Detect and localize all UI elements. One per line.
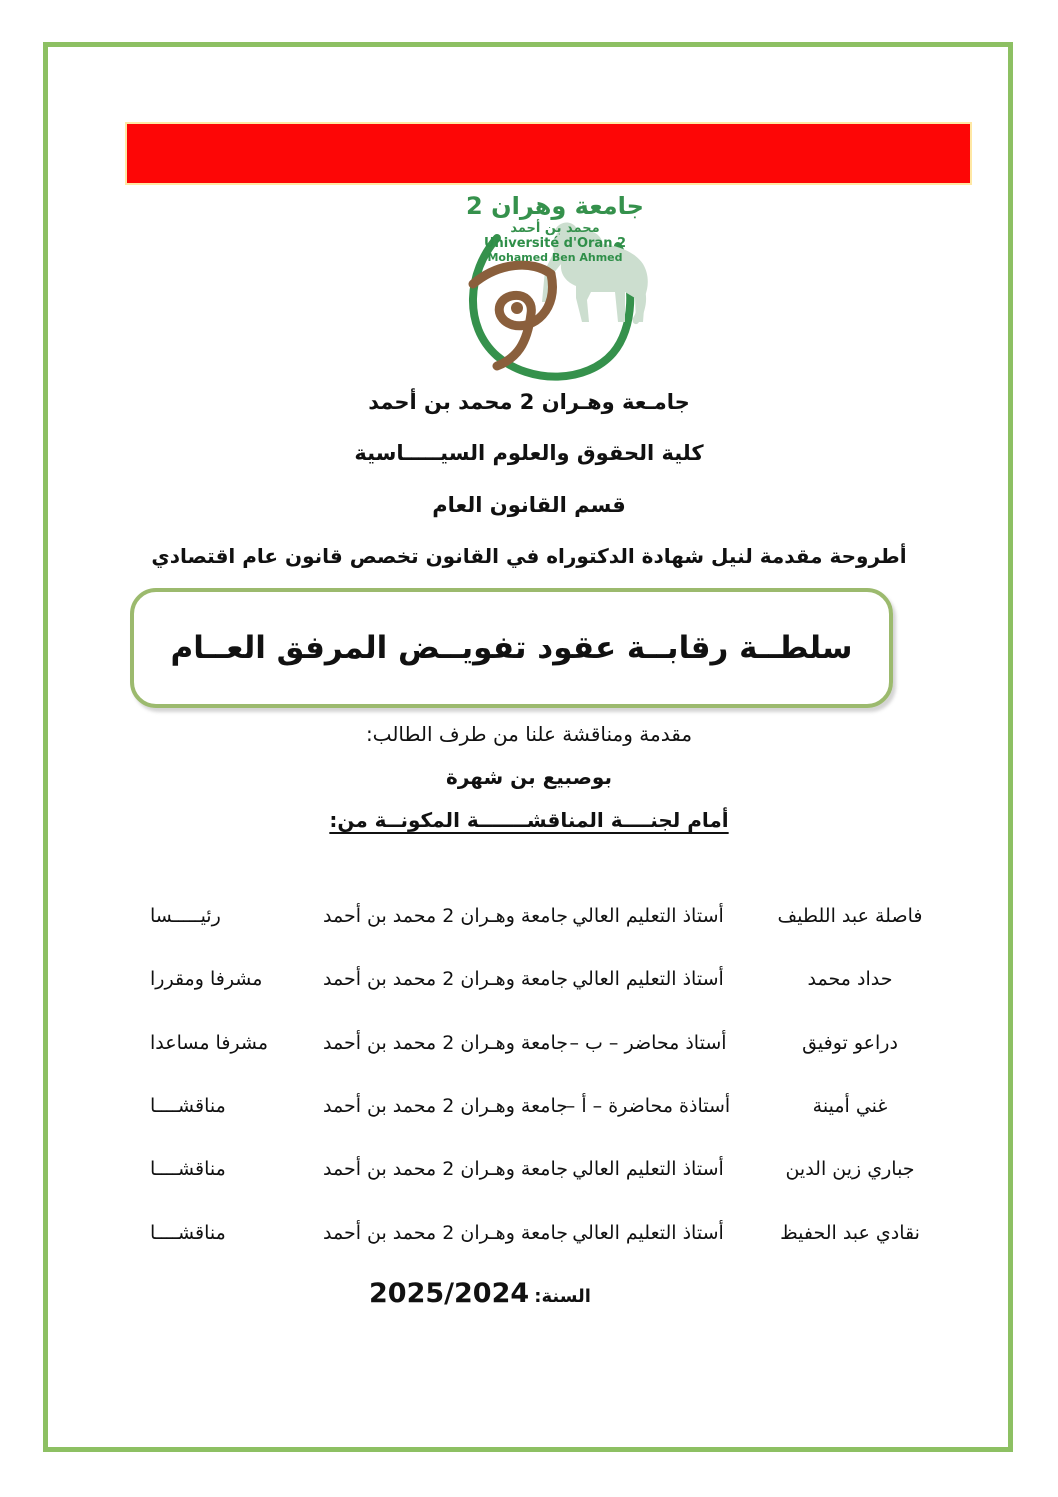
member-university: جامعة وهـران 2 محمد بن أحمد <box>323 1222 568 1244</box>
presented-by-line: مقدمة ومناقشة علنا من طرف الطالب: <box>365 722 693 746</box>
member-rank: أستاذ التعليم العالي <box>572 968 724 990</box>
member-university: جامعة وهـران 2 محمد بن أحمد <box>323 1095 568 1117</box>
thesis-title-box <box>130 588 893 708</box>
university-name-line: جامـعة وهـران 2 محمد بن أحمد <box>368 390 690 414</box>
member-university: جامعة وهـران 2 محمد بن أحمد <box>323 1158 568 1180</box>
thesis-degree-line: أطروحة مقدمة لنيل شهادة الدكتوراه في القانون تخصص قانون عام اقتصادي <box>151 544 907 568</box>
faculty-line: كلية الحقوق والعلوم السيـــــاسية <box>354 441 704 465</box>
committee-row <box>48 1095 1010 1137</box>
member-name: دراعو توفيق <box>802 1032 898 1054</box>
member-role: مناقشــــا <box>150 1158 226 1180</box>
year-value: 2025/2024 <box>369 1278 530 1309</box>
committee-row <box>48 1222 1010 1264</box>
member-rank: أستاذ التعليم العالي <box>572 1158 724 1180</box>
logo-latin-subtitle: Mohamed Ben Ahmed <box>487 251 623 264</box>
member-name: نقادي عبد الحفيظ <box>780 1222 920 1244</box>
year-label: السنة: <box>534 1286 591 1307</box>
university-logo <box>437 186 677 386</box>
member-role: مشرفا ومقررا <box>150 968 263 990</box>
member-name: جباري زين الدين <box>785 1158 915 1180</box>
student-name: بوصبيع بن شهرة <box>446 765 612 789</box>
member-university: جامعة وهـران 2 محمد بن أحمد <box>323 968 568 990</box>
member-role: مناقشــــا <box>150 1222 226 1244</box>
logo-arabic-subtitle: محمد بن أحمد <box>510 221 600 236</box>
academic-year-line <box>48 1278 912 1309</box>
thesis-title: سلطــة رقابــة عقود تفويــض المرفق العــام <box>170 630 853 666</box>
committee-row <box>48 1158 1010 1200</box>
member-rank: أستاذ التعليم العالي <box>572 1222 724 1244</box>
member-university: جامعة وهـران 2 محمد بن أحمد <box>323 1032 568 1054</box>
department-line: قسم القانون العام <box>432 493 626 517</box>
logo-latin-title: Université d'Oran 2 <box>483 236 627 251</box>
member-name: فاصلة عبد اللطيف <box>777 905 923 927</box>
member-university: جامعة وهـران 2 محمد بن أحمد <box>323 905 568 927</box>
member-name: غني أمينة <box>812 1095 888 1117</box>
committee-heading: أمام لجنــــة المناقشـــــــة المكونــة من: <box>329 808 729 832</box>
member-role: رئيـــــسا <box>150 905 221 927</box>
member-rank: أستاذ التعليم العالي <box>572 905 724 927</box>
logo-calligraphy-icon <box>473 265 552 366</box>
member-rank: أستاذة محاضرة – أ – <box>565 1095 731 1117</box>
member-role: مناقشــــا <box>150 1095 226 1117</box>
red-banner <box>125 122 972 185</box>
logo-arabic-title: جامعة وهران 2 <box>466 192 644 220</box>
committee-row <box>48 968 1010 1010</box>
committee-row <box>48 1032 1010 1074</box>
member-rank: أستاذ محاضر – ب – <box>569 1032 727 1054</box>
member-name: حداد محمد <box>807 968 893 990</box>
committee-row <box>48 905 1010 947</box>
member-role: مشرفا مساعدا <box>150 1032 269 1054</box>
